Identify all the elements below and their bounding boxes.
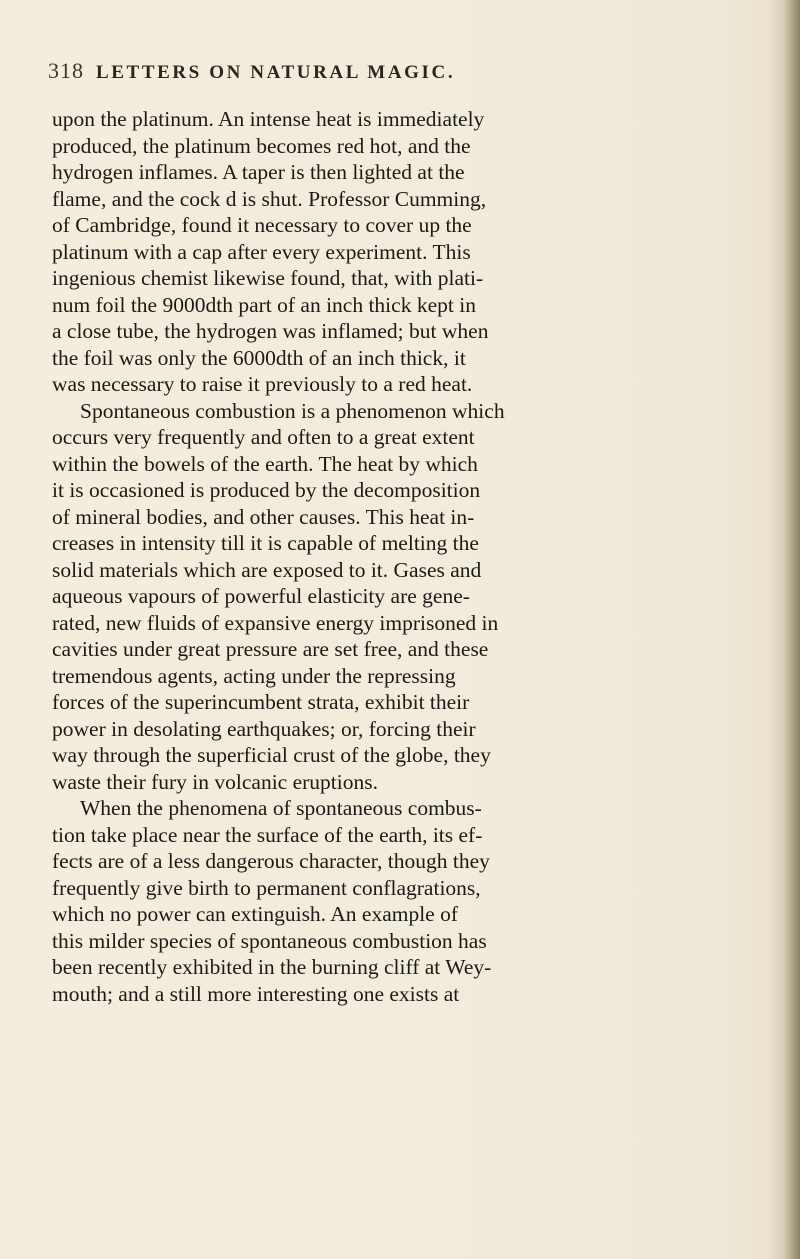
text-line: been recently exhibited in the burning cliff at Wey- [52,955,492,979]
text-line: solid materials which are exposed to it. Gases and [52,557,482,582]
text-line: way through the superficial crust of the globe, they [52,743,491,767]
running-head: LETTERS ON NATURAL MAGIC. [96,62,456,83]
text-line: tion take place near the surface of the earth, its ef- [52,822,483,847]
page-header [48,58,748,88]
text-line: it is occasioned is produced by the decomposition [52,478,481,502]
text-line: ingenious chemist likewise found, that, with plati- [52,266,484,290]
text-line: occurs very frequently and often to a great extent [52,425,475,449]
body-text [52,106,752,1007]
text-line: of Cambridge, found it necessary to cover up the [52,213,472,237]
text-line: produced, the platinum becomes red hot, and the [52,133,471,158]
text-line: flame, and the cock d is shut. Professor Cumming, [52,186,487,211]
text-line: mouth; and a still more interesting one exists at [52,981,460,1006]
text-line: aqueous vapours of powerful elasticity are gene- [52,584,470,608]
text-line: fects are of a less dangerous character, though they [52,849,490,873]
text-line: of mineral bodies, and other causes. This heat in- [52,504,475,529]
text-line: num foil the 9000dth part of an inch thick kept in [52,292,476,317]
paragraph-start-line: Spontaneous combustion is a phenomenon which [80,398,505,423]
page-edge [784,0,800,1259]
binding-shadow [766,0,784,1259]
text-line: creases in intensity till it is capable of melting the [52,531,479,555]
text-line: within the bowels of the earth. The heat by which [52,451,478,476]
text-line: waste their fury in volcanic eruptions. [52,769,378,794]
text-line: frequently give birth to permanent conflagrations, [52,875,481,900]
paragraph-start-line: When the phenomena of spontaneous combus- [80,796,482,820]
text-line: the foil was only the 6000dth of an inch thick, it [52,345,466,370]
text-line: hydrogen inflames. A taper is then lighted at the [52,160,465,184]
text-line: upon the platinum. An intense heat is immediately [52,107,485,131]
text-line: was necessary to raise it previously to a red heat. [52,372,473,396]
page-number: 318 [48,58,84,83]
text-line: which no power can extinguish. An example of [52,902,459,926]
text-line: tremendous agents, acting under the repressing [52,663,456,688]
text-line: a close tube, the hydrogen was inflamed; but when [52,319,489,343]
text-line: rated, new fluids of expansive energy imprisoned in [52,610,499,635]
text-line: platinum with a cap after every experiment. This [52,239,471,264]
text-line: forces of the superincumbent strata, exhibit their [52,690,470,714]
text-line: this milder species of spontaneous combustion has [52,928,487,953]
text-line: power in desolating earthquakes; or, forcing their [52,716,476,741]
text-line: cavities under great pressure are set free, and these [52,637,489,661]
